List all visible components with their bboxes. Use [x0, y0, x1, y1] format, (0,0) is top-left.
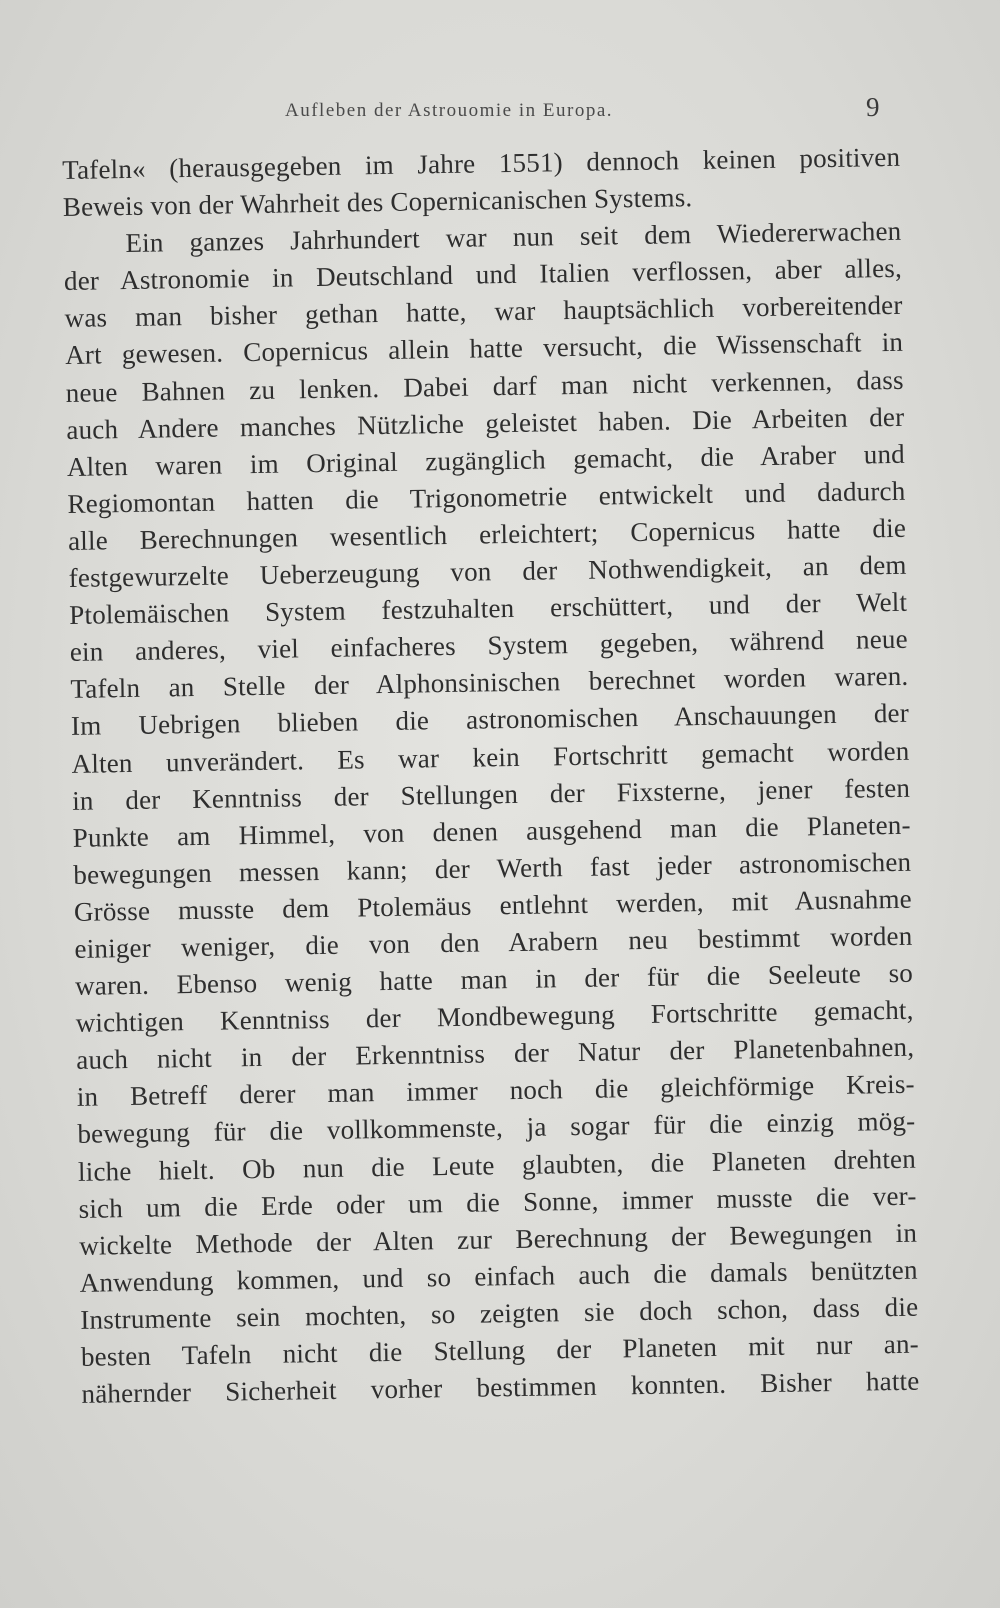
text-line: nähernder Sicherheit vorher bestimmen konnten. Bisher hatte [81, 1365, 920, 1409]
text-line: Grösse musste dem Ptolemäus entlehnt werden, mit Ausnahme [73, 883, 913, 927]
text-line: ein anderes, viel einfacheres System gegeben, während neue [69, 623, 908, 668]
text-line: Alten waren im Original zugänglich gemacht, die Araber und [66, 438, 906, 482]
text-line: Beweis von der Wahrheit des Copernicanischen Systems. [62, 182, 693, 223]
text-line: auch nicht in der Erkenntniss der Natur der Planetenbahnen, [76, 1031, 915, 1076]
text-line: alle Berechnungen wesentlich erleichtert; Copernicus hatte die [67, 512, 907, 556]
text-line: liche hielt. Ob nun die Leute glaubten, die Planeten drehten [77, 1143, 917, 1187]
text-line: auch Andere manches Nützliche geleistet haben. Die Arbeiten der [66, 401, 905, 445]
text-line: Instrumente sein mochten, so zeigten sie doch schon, dass die [80, 1291, 919, 1335]
text-line: Anwendung kommen, und so einfach auch die damals benützten [79, 1254, 918, 1298]
text-line: festgewurzelte Ueberzeugung von der Nothwendigkeit, an dem [68, 549, 907, 593]
text-line: Im Uebrigen blieben die astronomischen Anschauungen der [70, 698, 910, 742]
text-line: besten Tafeln nicht die Stellung der Planeten mit nur an- [80, 1328, 920, 1372]
text-line: bewegung für die vollkommenste, ja sogar für die einzig mög- [77, 1106, 916, 1150]
text-line: bewegungen messen kann; der Werth fast jeder astronomischen [73, 846, 912, 890]
text-line: Tafeln an Stelle der Alphonsinischen berechnet worden waren. [70, 661, 909, 705]
text-line: Alten unverändert. Es war kein Fortschritt gemacht worden [71, 735, 910, 779]
text-line: einiger weniger, die von den Arabern neu bestimmt worden [74, 920, 913, 964]
text-line: der Astronomie in Deutschland und Italien verflossen, aber alles, [63, 253, 903, 297]
text-line: Regiomontan hatten die Trigonometrie entwickelt und dadurch [67, 475, 906, 519]
text-line: sich um die Erde oder um die Sonne, immer musste die ver- [78, 1180, 917, 1224]
text-line: in der Kenntniss der Stellungen der Fixsterne, jener festen [71, 772, 911, 816]
paragraph-first-line: Ein ganzes Jahrhundert war nun seit dem Wiedererwachen [125, 216, 902, 259]
text-line: neue Bahnen zu lenken. Dabei darf man nicht verkennen, dass [65, 364, 904, 408]
text-line: was man bisher gethan hatte, war hauptsächlich vorbereitender [64, 290, 903, 334]
body-text [62, 139, 920, 1413]
text-line: Punkte am Himmel, von denen ausgehend man die Planeten- [72, 809, 911, 853]
text-line: Ptolemäischen System festzuhalten erschüttert, und der Welt [69, 586, 908, 631]
running-title: Aufleben der Astrouomie in Europa. [285, 100, 614, 121]
page-number: 9 [866, 92, 880, 122]
running-head [0, 92, 1000, 128]
text-line: Art gewesen. Copernicus allein hatte versucht, die Wissenschaft in [64, 327, 904, 371]
text-line: waren. Ebenso wenig hatte man in der für die Seeleute so [74, 957, 914, 1001]
text-line: Tafeln« (herausgegeben im Jahre 1551) dennoch keinen positiven [62, 141, 901, 185]
text-line: wichtigen Kenntniss der Mondbewegung Fortschritte gemacht, [75, 994, 914, 1039]
text-line: in Betreff derer man immer noch die gleichförmige Kreis- [76, 1069, 915, 1113]
text-line: wickelte Methode der Alten zur Berechnung der Bewegungen in [78, 1217, 918, 1261]
